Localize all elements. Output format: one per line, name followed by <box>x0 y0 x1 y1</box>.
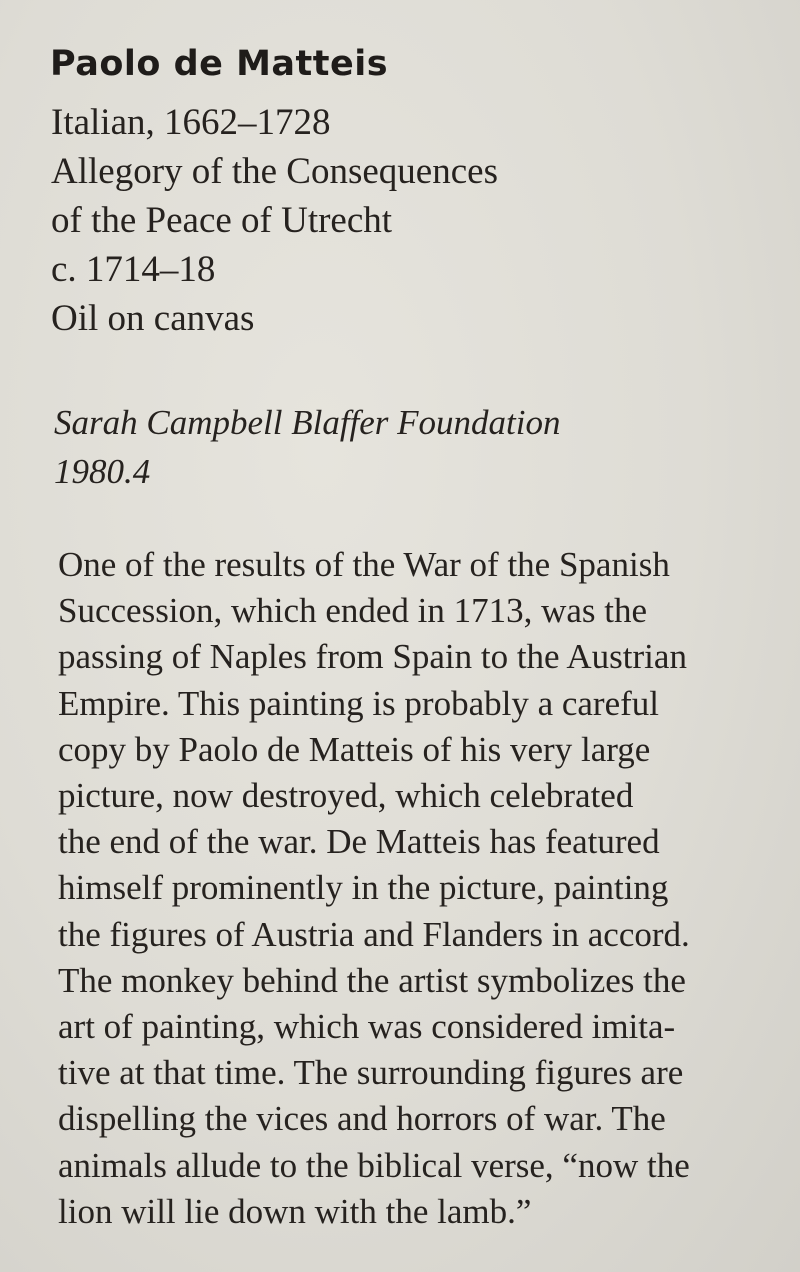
description-line: tive at that time. The surrounding figures are <box>58 1053 684 1093</box>
description-line: the end of the war. De Matteis has featured <box>58 822 660 862</box>
description-line: dispelling the vices and horrors of war. The <box>58 1099 666 1139</box>
artwork-date: c. 1714–18 <box>51 249 216 290</box>
artist-name: Paolo de Matteis <box>50 44 389 84</box>
credit-block <box>54 398 561 496</box>
accession-number: 1980.4 <box>54 452 151 491</box>
tombstone-block <box>51 98 498 343</box>
nationality-dates: Italian, 1662–1728 <box>51 102 331 143</box>
artwork-title-line: Allegory of the Consequences <box>51 151 498 192</box>
description-line: Succession, which ended in 1713, was the <box>58 591 648 631</box>
description-line: copy by Paolo de Matteis of his very large <box>58 729 651 769</box>
description-line: art of painting, which was considered imita- <box>58 1007 676 1047</box>
artwork-medium: Oil on canvas <box>51 298 255 339</box>
description-line: The monkey behind the artist symbolizes the <box>58 960 686 1000</box>
description-line: One of the results of the War of the Spanish <box>58 545 670 584</box>
description-line: passing of Naples from Spain to the Austrian <box>58 637 687 677</box>
description-text <box>58 542 690 1235</box>
description-line: animals allude to the biblical verse, “now the <box>58 1145 690 1185</box>
description-line: the figures of Austria and Flanders in accord. <box>58 914 690 954</box>
credit-line: Sarah Campbell Blaffer Foundation <box>54 403 561 442</box>
description-line: Empire. This painting is probably a careful <box>58 683 659 723</box>
description-line: lion will lie down with the lamb.” <box>58 1191 532 1231</box>
description-line: himself prominently in the picture, painting <box>58 868 669 908</box>
description-line: picture, now destroyed, which celebrated <box>58 776 634 816</box>
artwork-title-line: of the Peace of Utrecht <box>51 200 393 241</box>
